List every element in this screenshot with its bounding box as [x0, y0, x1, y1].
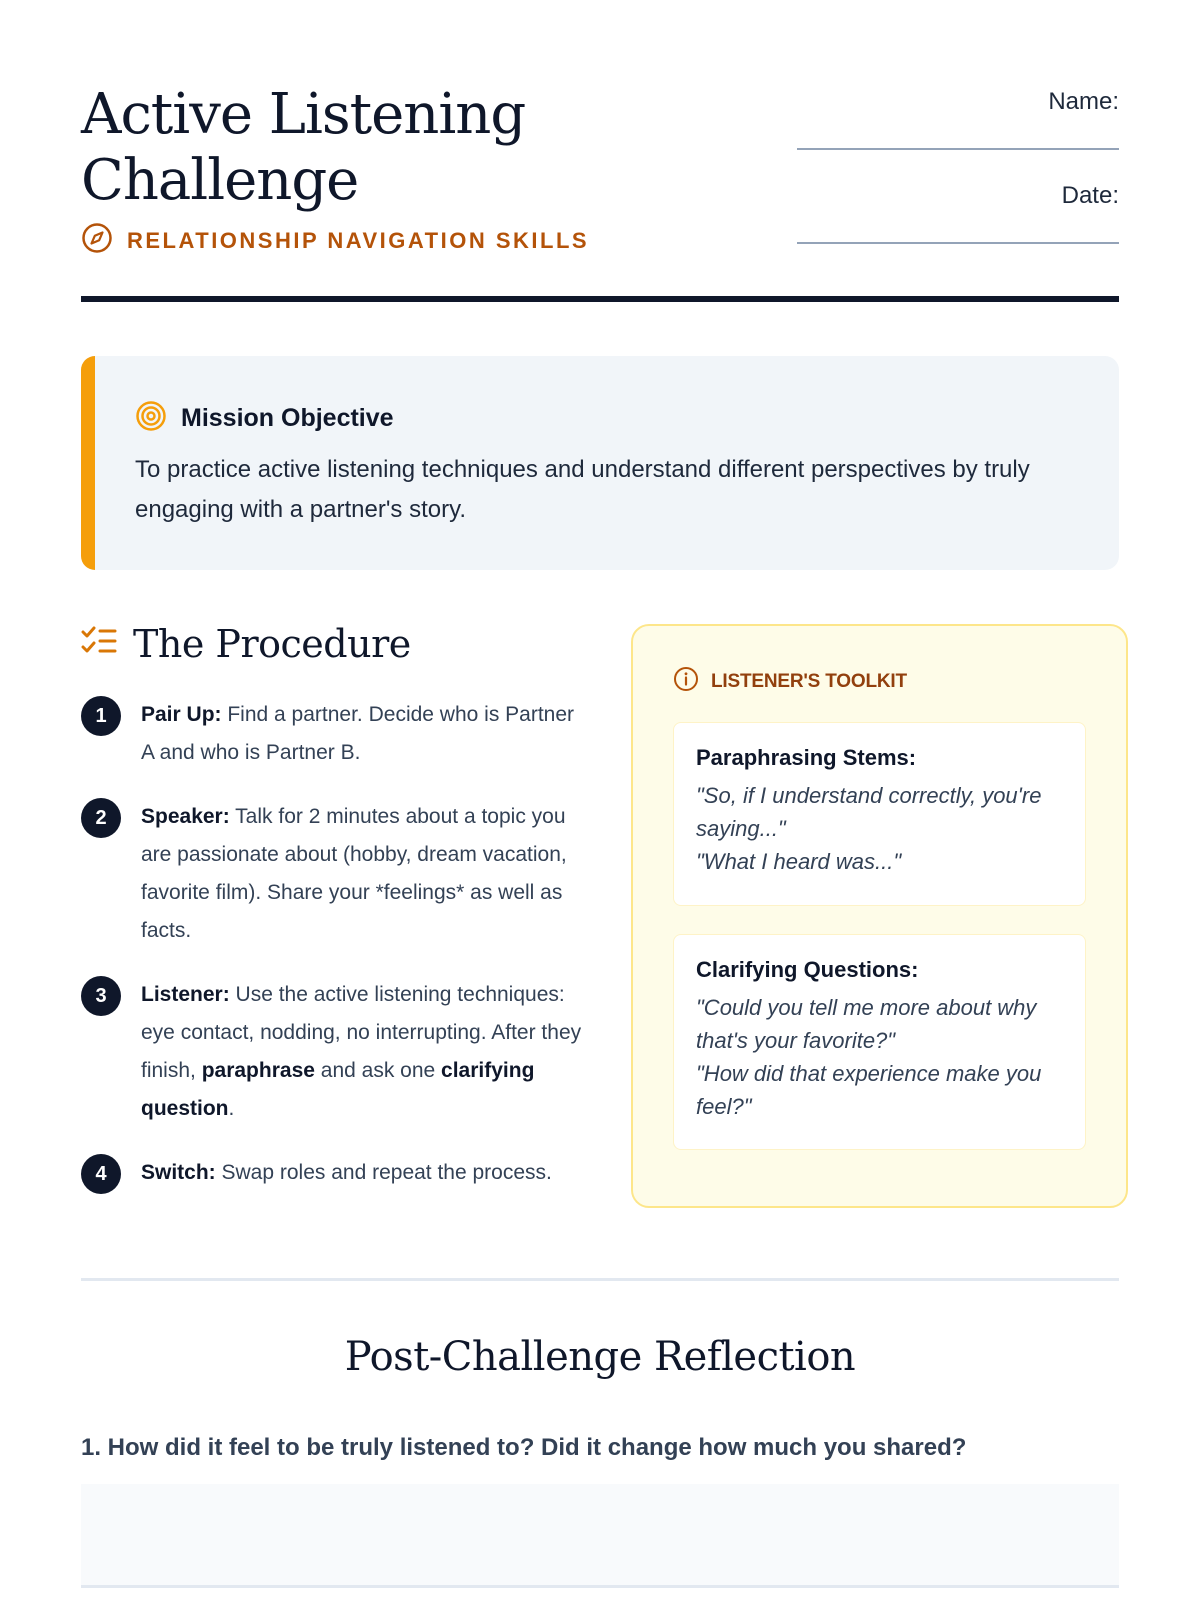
step-emphasis: clarifying question: [141, 1059, 535, 1120]
step-label: Speaker:: [141, 805, 230, 828]
card-title: Paraphrasing Stems:: [696, 745, 917, 770]
page-header: [81, 82, 1119, 302]
toolkit-title: LISTENER'S TOOLKIT: [711, 670, 907, 692]
section-divider: [81, 1278, 1119, 1281]
step-text: and ask one: [314, 1059, 442, 1082]
step-4: [81, 1154, 591, 1192]
toolkit-header: [673, 666, 907, 697]
step-2: [81, 798, 591, 950]
listeners-toolkit: [631, 624, 1128, 1208]
subtitle-text: RELATIONSHIP NAVIGATION SKILLS: [127, 227, 590, 253]
header-rule: [81, 296, 1119, 302]
step-label: Switch:: [141, 1161, 216, 1184]
card-line: "What I heard was...": [696, 849, 902, 874]
step-number: 4: [81, 1154, 121, 1194]
step-number: 1: [81, 696, 121, 736]
step-1: [81, 696, 591, 772]
name-date-fields: [797, 82, 1119, 270]
mission-title: Mission Objective: [181, 404, 394, 432]
title-line-2: Challenge: [81, 148, 359, 213]
step-text: Find a partner. Decide who is Partner A and who is Partner B.: [141, 703, 575, 764]
compass-icon: [81, 222, 113, 259]
mission-text: To practice active listening techniques and understand different perspectives by truly engaging with a partner's story.: [135, 456, 1030, 523]
step-label: Pair Up:: [141, 703, 222, 726]
procedure-title: The Procedure: [133, 622, 411, 666]
name-line: [797, 148, 1119, 150]
reflection-question-1: 1. How did it feel to be truly listened to? Did it change how much you shared?: [81, 1434, 967, 1461]
reflection-title: Post-Challenge Reflection: [344, 1334, 856, 1380]
answer-area-1[interactable]: [81, 1484, 1119, 1588]
procedure-section: [81, 622, 591, 1218]
title-line-1: Active Listening: [81, 82, 526, 147]
card-line: "How did that experience make you feel?": [696, 1061, 1042, 1119]
step-emphasis: paraphrase: [201, 1059, 315, 1082]
step-text: .: [228, 1097, 235, 1120]
procedure-header: [81, 622, 591, 666]
name-label: Name:: [1048, 88, 1119, 115]
clarifying-card: [673, 934, 1086, 1150]
name-field[interactable]: [797, 82, 1119, 176]
date-field[interactable]: [797, 176, 1119, 270]
procedure-steps: [81, 696, 591, 1192]
card-line: "So, if I understand correctly, you're saying...": [696, 783, 1042, 841]
step-number: 3: [81, 976, 121, 1016]
info-icon: [673, 666, 699, 697]
mission-accent-bar: [81, 356, 95, 570]
subtitle: [81, 222, 589, 259]
checklist-icon: [81, 625, 117, 664]
step-text: Talk for 2 minutes about a topic you are passionate about (hobby, dream vacation, favorite film). Share your *feelings* as well as facts.: [141, 805, 567, 942]
step-label: Listener:: [141, 983, 230, 1006]
card-title: Clarifying Questions:: [696, 957, 919, 982]
date-line: [797, 242, 1119, 244]
paraphrasing-card: [673, 722, 1086, 906]
step-3: [81, 976, 591, 1128]
card-line: "Could you tell me more about why that's your favorite?": [696, 995, 1037, 1053]
step-text: Swap roles and repeat the process.: [215, 1161, 552, 1184]
target-icon: [135, 400, 167, 437]
step-number: 2: [81, 798, 121, 838]
date-label: Date:: [1061, 182, 1119, 209]
mission-header: [135, 400, 394, 437]
mission-box: [81, 356, 1119, 570]
step-text: Use the active listening techniques: eye contact, nodding, no interrupting. After they finish,: [141, 983, 582, 1082]
